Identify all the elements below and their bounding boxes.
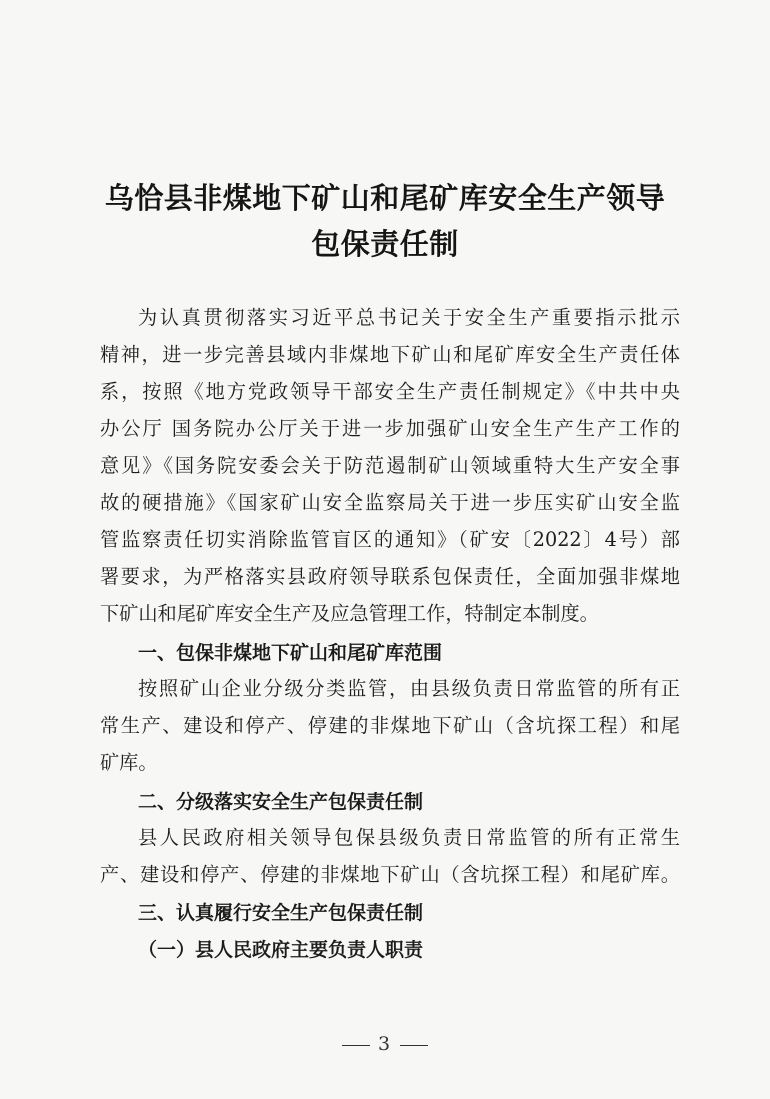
section-2-line: 产、建设和停产、停建的非煤地下矿山（含坑探工程）和尾矿库。: [100, 863, 680, 886]
page-number-dash-left: [342, 1045, 370, 1046]
page-number: [0, 1033, 770, 1055]
intro-line: 系，按照《地方党政领导干部安全生产责任制规定》《中共中央: [100, 380, 680, 403]
section-1-line: 矿库。: [100, 751, 158, 774]
page-number-value: 3: [377, 1033, 393, 1055]
intro-line: 办公厅 国务院办公厅关于进一步加强矿山安全生产生产工作的: [100, 417, 680, 440]
intro-line: 意见》《国务院安委会关于防范遏制矿山领域重特大生产安全事: [100, 454, 680, 477]
intro-line: 为认真贯彻落实习近平总书记关于安全生产重要指示批示: [138, 306, 680, 329]
intro-line: 管监察责任切实消除监管盲区的通知》（矿安〔2022〕4号）部: [100, 528, 680, 551]
section-1-line: 常生产、建设和停产、停建的非煤地下矿山（含坑探工程）和尾: [100, 714, 680, 737]
page-number-dash-right: [400, 1045, 428, 1046]
document-title-line-1: 乌恰县非煤地下矿山和尾矿库安全生产领导: [104, 181, 666, 215]
section-2-line: 县人民政府相关领导包保县级负责日常监管的所有正常生: [138, 826, 680, 849]
section-1-heading: 一、包保非煤地下矿山和尾矿库范围: [138, 642, 443, 664]
section-2-heading: 二、分级落实安全生产包保责任制: [138, 791, 424, 813]
document-title-line-2: 包保责任制: [311, 227, 459, 261]
intro-line: 精神，进一步完善县域内非煤地下矿山和尾矿库安全生产责任体: [100, 343, 680, 366]
section-3-heading: 三、认真履行安全生产包保责任制: [138, 902, 424, 924]
section-3-subheading: （一）县人民政府主要负责人职责: [138, 939, 424, 961]
intro-line: 署要求，为严格落实县政府领导联系包保责任，全面加强非煤地: [100, 565, 680, 588]
section-1-line: 按照矿山企业分级分类监管，由县级负责日常监管的所有正: [138, 677, 680, 700]
intro-line: 下矿山和尾矿库安全生产及应急管理工作，特制定本制度。: [100, 602, 599, 625]
intro-line: 故的硬措施》《国家矿山安全监察局关于进一步压实矿山安全监: [100, 491, 680, 514]
